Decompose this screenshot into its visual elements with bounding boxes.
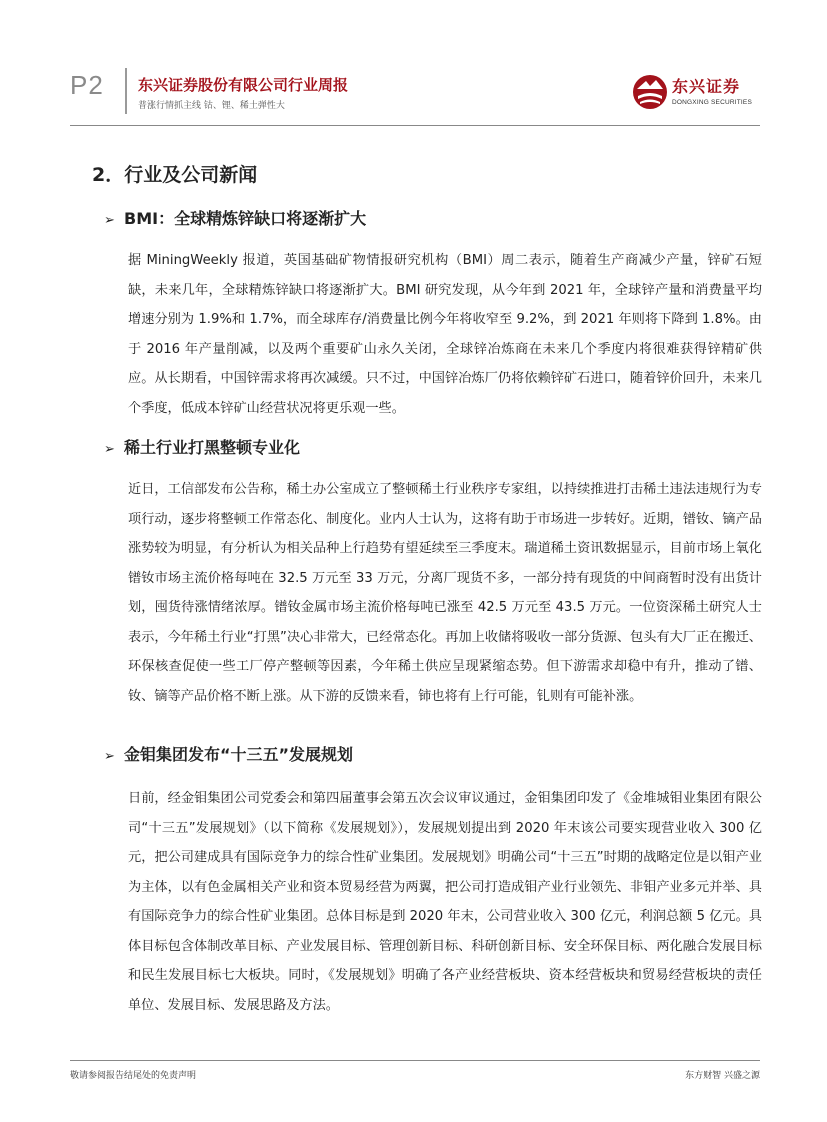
header-rule — [70, 125, 760, 126]
logo-english-text: DONGXING SECURITIES — [672, 99, 753, 106]
header-divider — [125, 68, 127, 114]
news-heading-bmi — [104, 206, 366, 229]
news-heading-text: 稀土行业打黑整顿专业化 — [124, 438, 301, 457]
news-heading-text: BMI：全球精炼锌缺口将逐渐扩大 — [124, 209, 367, 228]
news-heading-rare-earth — [104, 435, 300, 458]
news-heading-text: 金钼集团发布“十三五”发展规划 — [124, 745, 354, 764]
logo-mark-icon — [632, 72, 668, 112]
footer-slogan: 东方财智 兴盛之源 — [685, 1071, 760, 1081]
news-body-rare-earth: 近日，工信部发布公告称，稀土办公室成立了整顿稀土行业秩序专家组，以持续推进打击稀土违法违规行为专项行动，逐步将整顿工作常态化、制度化。业内人士认为，这将有助于市场进一步转好。近期，镨钕、镝产品涨势较为明显，有分析认为相关品种上行趋势有望延续至三季度末。瑞道稀土资讯数据显示，目前市场上氧化镨钕市场主流价格每吨在 32.5 万元至 33 万元，分离厂现货不多，一部分持有现货的中间商暂时没有出货计划，囤货待涨情绪浓厚。镨钕金属市场主流价格每吨已涨至 42.5 万元至 43.5 万元。一位资深稀土研究人士表示，今年稀土行业“打黑”决心非常大，已经常态化。再加上收储将吸收一部分货源、包头有大厂正在搬迁、环保核查促使一些工厂停产整顿等因素，今年稀土供应呈现紧缩态势。但下游需求却稳中有升，推动了镨、钕、镝等产品价格不断上涨。从下游的反馈来看，铈也将有上行可能，钆则有可能补涨。 — [128, 482, 762, 704]
report-title: 东兴证券股份有限公司行业周报 — [138, 76, 349, 94]
logo-chinese-text: 东兴证券 — [672, 77, 741, 96]
company-logo — [632, 68, 762, 118]
section-title: 2．行业及公司新闻 — [92, 164, 258, 186]
footer-disclaimer: 敬请参阅报告结尾处的免责声明 — [70, 1071, 197, 1081]
news-body-bmi: 据 MiningWeekly 报道，英国基础矿物情报研究机构（BMI）周二表示，随着生产商减少产量，锌矿石短缺，未来几年，全球精炼锌缺口将逐渐扩大。BMI 研究发现，从今年到 2021 年，全球锌产量和消费量平均增速分别为 1.9%和 1.7%，而全球库存/消费量比例今年将收窄至 9.2%，到 2021 年则将下降到 1.8%。由于 2016 年产量削减，以及两个重要矿山永久关闭，全球锌冶炼商在未来几个季度内将很难获得锌精矿供应。从长期看，中国锌需求将再次减缓。只不过，中国锌冶炼厂仍将依赖锌矿石进口，随着锌价回升，未来几个季度，低成本锌矿山经营状况将更乐观一些。 — [128, 253, 762, 416]
bullet-arrow-icon: ➢ — [104, 749, 115, 764]
news-heading-jinmo — [104, 742, 353, 765]
report-subtitle: 普涨行情抓主线 钴、锂、稀土弹性大 — [138, 101, 285, 111]
bullet-arrow-icon: ➢ — [104, 213, 115, 228]
page-number: P2 — [70, 70, 104, 100]
bullet-arrow-icon: ➢ — [104, 442, 115, 457]
footer-rule — [70, 1060, 760, 1061]
news-body-jinmo: 日前，经金钼集团公司党委会和第四届董事会第五次会议审议通过，金钼集团印发了《金堆城钼业集团有限公司“十三五”发展规划》（以下简称《发展规划》），发展规划提出到 2020 年末该公司要实现营业收入 300 亿元，把公司建成具有国际竞争力的综合性矿业集团。发展规划》明确公司“十三五”时期的战略定位是以钼产业为主体，以有色金属相关产业和资本贸易经营为两翼，把公司打造成钼产业行业领先、非钼产业多元并举、具有国际竞争力的综合性矿业集团。总体目标是到 2020 年末，公司营业收入 300 亿元，利润总额 5 亿元。具体目标包含体制改革目标、产业发展目标、管理创新目标、科研创新目标、安全环保目标、两化融合发展目标和民生发展目标七大板块。同时，《发展规划》明确了各产业经营板块、资本经营板块和贸易经营板块的责任单位、发展目标、发展思路及方法。 — [128, 791, 762, 1013]
